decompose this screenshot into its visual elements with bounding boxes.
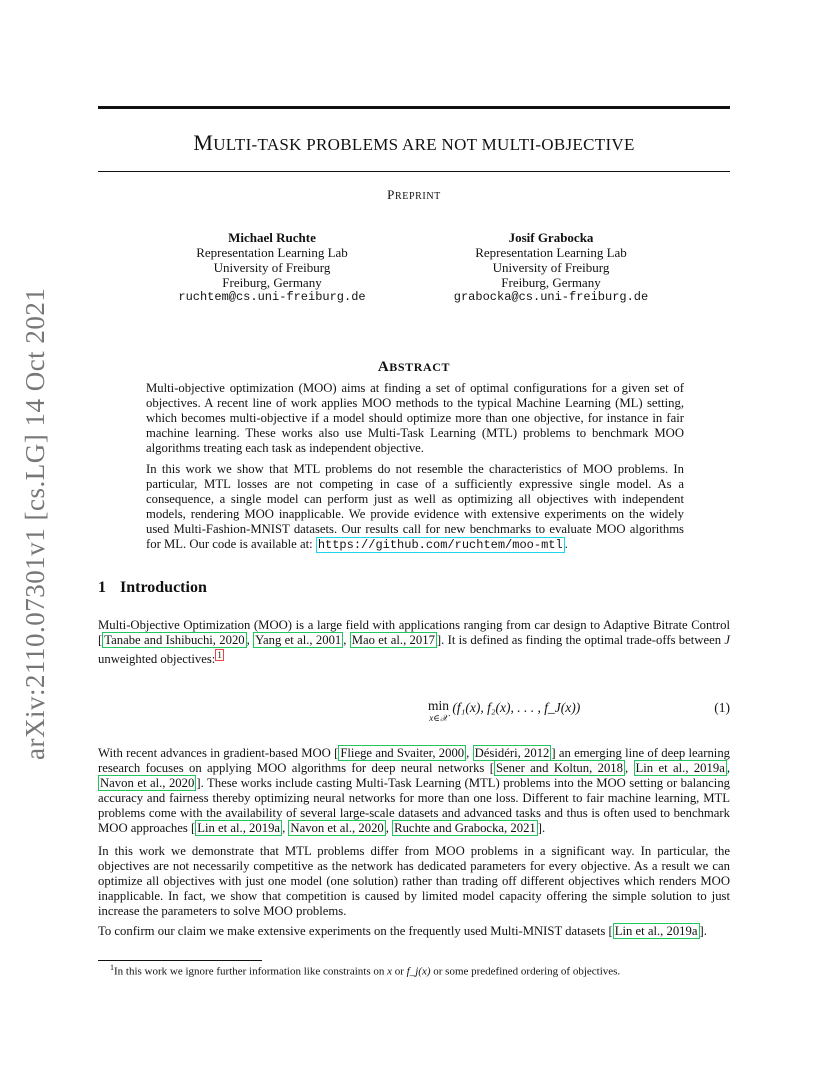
section-number: 1 [98, 579, 106, 596]
arxiv-sidebar-id: arXiv:2110.07301v1 [cs.LG] 14 Oct 2021 [20, 287, 50, 760]
author-email[interactable]: ruchtem@cs.uni-freiburg.de [178, 290, 366, 304]
author-location: Freiburg, Germany [222, 275, 322, 290]
footnote: $^1$In this work we ignore further information like constraints on x or f_j(x) or some predefined ordering of objectives. [110, 963, 621, 978]
author-email[interactable]: grabocka@cs.uni-freiburg.de [453, 290, 649, 304]
equation-number: (1) [714, 700, 730, 715]
citation-link[interactable]: Tanabe and Ishibuchi, 2020 [104, 633, 245, 647]
top-rule [98, 106, 730, 109]
author-university: University of Freiburg [492, 260, 610, 275]
author-lab: Representation Learning Lab [475, 245, 627, 260]
citation-link[interactable]: Fliege and Svaiter, 2000 [340, 746, 465, 760]
footnote-rule [98, 960, 262, 961]
citation-link[interactable]: Mao et al., 2017 [351, 633, 435, 647]
equation-1: min x∈𝒳 (f₁(x), f₂(x), . . . , f_J(x)) (1) [428, 698, 730, 723]
intro-paragraph-1: Multi-Objective Optimization (MOO) is a large field with applications ranging from car design to Adaptive Bitrate Control [ Tanabe and Ishibuchi, 2020 , Yang et al., 2001 , Mao et al., 2017 ]. It is defined as finding the optimal trade-offs between J unweighted objectives: $^1$ [98, 618, 731, 667]
paper-title: MULTI-TASK PROBLEMS ARE NOT MULTI-OBJECTIVE [193, 130, 635, 155]
section-heading [98, 579, 221, 597]
abstract-paragraph-2: In this work we show that MTL problems do not resemble the characteristics of MOO problems. In particular, MTL losses are not competing in case of a sufficiently expressive single model. As a consequence, a single model can perform just as well as optimizing all objectives with independent models, rendering MOO inapplicable. We provide evidence with extensive experiments on the widely used Multi-Fashion-MNIST datasets. Our results call for new benchmarks to evaluate MOO algorithms for ML. Our code is available at: https://github.com/ruchtem/moo-mtl . [146, 462, 684, 552]
author-name: Josif Grabocka [508, 230, 594, 245]
author-block-2 [431, 230, 671, 305]
author-university: University of Freiburg [213, 260, 331, 275]
citation-link[interactable]: Désidéri, 2012 [474, 746, 550, 760]
intro-paragraph-3: In this work we demonstrate that MTL problems differ from MOO problems in a significant way. In particular, the objectives are not necessarily competitive as the network has dedicated parameters for every objective. As a result we can optimize all objectives with just one model (one solution) rather than trading off different objectives which renders MOO inapplicable. In fact, we show that competition is caused by limited model capacity offering the simple solution to just increase the parameters to solve MOO problems. [98, 844, 730, 918]
author-lab: Representation Learning Lab [196, 245, 348, 260]
abstract-heading: ABSTRACT [377, 359, 451, 375]
citation-link[interactable]: Navon et al., 2020 [290, 821, 384, 835]
title-bottom-rule [98, 171, 730, 172]
footnote-ref[interactable]: 1 [217, 650, 222, 660]
citation-link[interactable]: Sener and Koltun, 2018 [495, 761, 623, 775]
intro-paragraph-4: To confirm our claim we make extensive experiments on the frequently used Multi-MNIST datasets [ Lin et al., 2019a ]. [98, 924, 707, 938]
code-link[interactable]: https://github.com/ruchtem/moo-mtl [317, 538, 563, 552]
citation-link[interactable]: Lin et al., 2019a [635, 761, 725, 775]
section-title: Introduction [120, 579, 207, 596]
preprint-label: PREPRINT [387, 187, 441, 202]
citation-link[interactable]: Yang et al., 2001 [255, 633, 342, 647]
intro-paragraph-2: With recent advances in gradient-based MOO [ Fliege and Svaiter, 2000 , Désidéri, 2012 ] an emerging line of deep learning research focuses on applying MOO algorithms for deep neural networks [ Sener and Koltun, 2018 , Lin et al., 2019a , Navon et al., 2020 ]. These works include casting Multi-Task Learning (MTL) problems into the MOO setting or balancing accuracy and fairness thereby optimizing neural networks for more than one loss. Different to fair machine learning, MTL problems come with the availability of several large-scale datasets and advanced tasks and thus is often used to benchmark MOO approaches [ Lin et al., 2019a , Navon et al., 2020 , Ruchte and Grabocka, 2021 ]. [98, 746, 731, 835]
citation-link[interactable]: Navon et al., 2020 [100, 776, 195, 790]
citation-link[interactable]: Ruchte and Grabocka, 2021 [394, 821, 536, 835]
citation-link[interactable]: Lin et al., 2019a [614, 924, 698, 938]
author-block-1 [152, 230, 392, 305]
author-name: Michael Ruchte [228, 230, 316, 245]
author-location: Freiburg, Germany [501, 275, 601, 290]
citation-link[interactable]: Lin et al., 2019a [197, 821, 281, 835]
abstract-paragraph-1: Multi-objective optimization (MOO) aims at finding a set of optimal configurations for a given set of objectives. A recent line of work applies MOO methods to the typical Machine Learning (ML) setting, which becomes multi-objective if a model should optimize more than one objective, for instance in fair machine learning. These works also use Multi-Task Learning (MTL) problems to benchmark MOO algorithms treating each task as independent objective. [146, 381, 684, 455]
